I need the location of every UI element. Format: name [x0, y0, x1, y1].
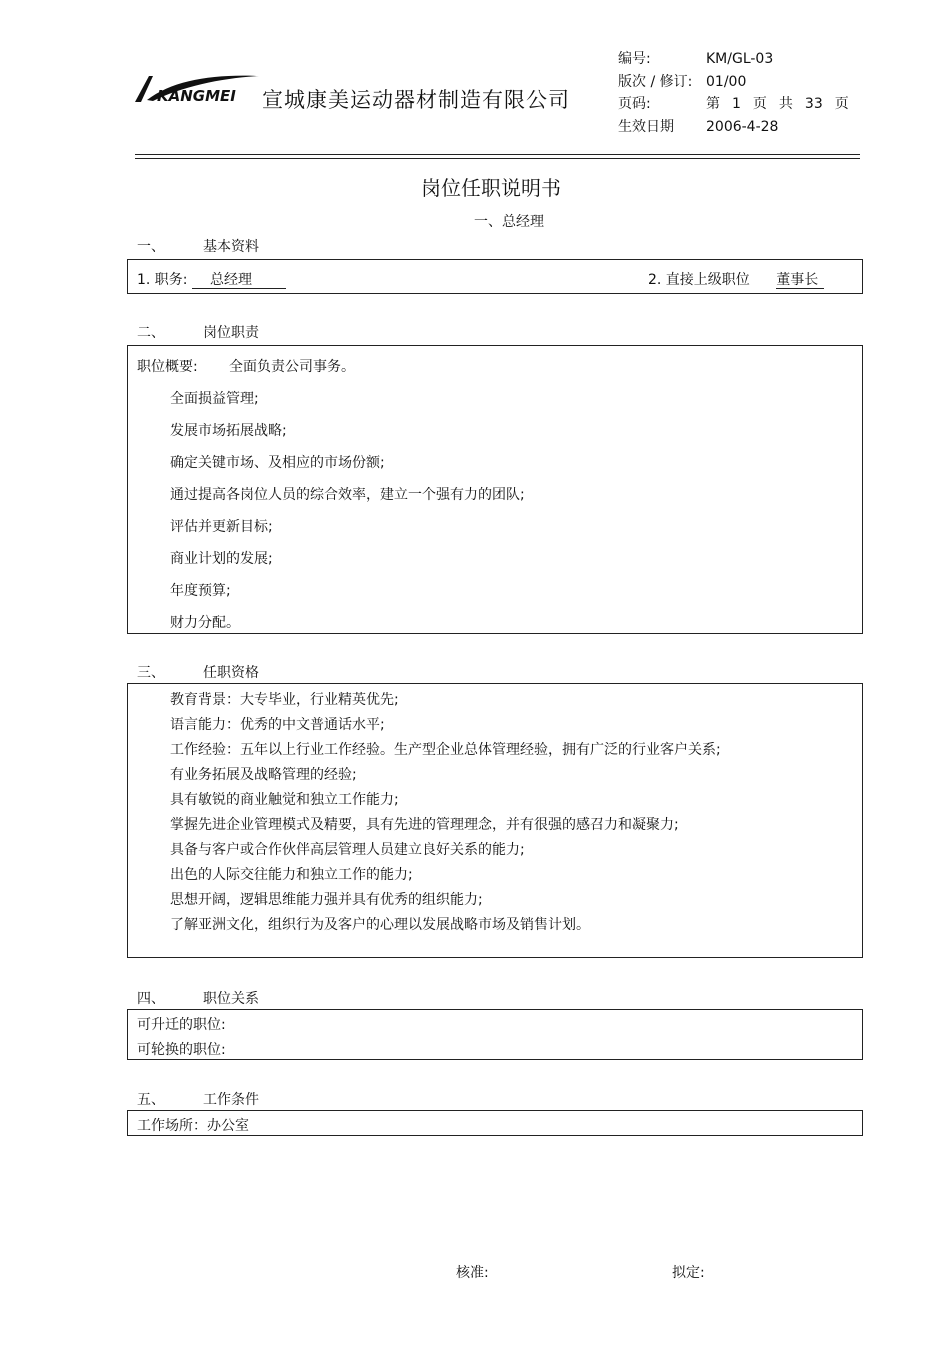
- duty-item: 财力分配。: [170, 615, 240, 631]
- position-label: 1. 职务:: [137, 272, 188, 288]
- duty-item: 确定关键市场、及相应的市场份额;: [170, 455, 385, 471]
- page-label: 页码:: [618, 96, 651, 112]
- header-rule: [135, 154, 860, 155]
- duty-item: 通过提高各岗位人员的综合效率，建立一个强有力的团队;: [170, 487, 525, 503]
- date-label: 生效日期: [618, 118, 674, 135]
- page-text: 第: [706, 96, 720, 112]
- qualification-item: 出色的人际交往能力和独立工作的能力;: [170, 867, 413, 883]
- page-text: 33: [804, 96, 823, 112]
- position-value: 总经理: [192, 273, 286, 289]
- superior-value: 董事长: [776, 273, 824, 289]
- qualification-item: 具备与客户或合作伙伴高层管理人员建立良好关系的能力;: [170, 842, 525, 858]
- meta-code-row: [618, 48, 861, 71]
- qualification-item: 具有敏锐的商业触觉和独立工作能力;: [170, 792, 399, 808]
- company-name: 宣城康美运动器材制造有限公司: [262, 88, 570, 112]
- section-number: 三、: [137, 665, 165, 681]
- section-number: 四、: [137, 991, 165, 1007]
- superior-field: [648, 269, 824, 289]
- section-heading-conditions: [137, 1089, 259, 1109]
- meta-version-row: [618, 71, 861, 94]
- duty-item: 年度预算;: [170, 583, 231, 599]
- section-heading-relations: [137, 988, 259, 1008]
- meta-date-row: [618, 116, 861, 139]
- superior-label: 2. 直接上级职位: [648, 272, 750, 288]
- draft-label: 拟定:: [672, 1265, 705, 1281]
- svg-text:KANGMEI: KANGMEI: [157, 87, 236, 105]
- relations-box: [127, 1009, 863, 1060]
- page-text: 页: [834, 96, 849, 112]
- position-field: [137, 269, 286, 289]
- header-rule: [135, 158, 860, 159]
- code-label: 编号:: [618, 51, 651, 67]
- section-title: 岗位职责: [203, 325, 259, 341]
- duty-item: 商业计划的发展;: [170, 551, 273, 567]
- section-number: 五、: [137, 1092, 165, 1108]
- qualification-item: 了解亚洲文化，组织行为及客户的心理以发展战略市场及销售计划。: [170, 917, 590, 933]
- qualification-item: 思想开阔，逻辑思维能力强并具有优秀的组织能力;: [170, 892, 483, 908]
- duty-summary: [137, 356, 355, 376]
- document-meta: [618, 48, 861, 138]
- code-value: KM/GL-03: [706, 51, 774, 67]
- qualification-item: 教育背景：大专毕业，行业精英优先;: [170, 692, 399, 708]
- meta-page-row: [618, 93, 861, 116]
- page-text: 页: [752, 96, 767, 112]
- page-title: 岗位任职说明书: [421, 176, 561, 200]
- section-title: 职位关系: [203, 991, 259, 1007]
- duty-item: 发展市场拓展战略;: [170, 423, 287, 439]
- section-number: 二、: [137, 325, 165, 341]
- company-logo: [133, 70, 261, 106]
- section-number: 一、: [137, 239, 165, 255]
- section-heading-qualifications: [137, 662, 259, 682]
- promotion-label: 可升迁的职位:: [137, 1017, 226, 1033]
- duty-item: 全面损益管理;: [170, 391, 259, 407]
- section-title: 基本资料: [203, 239, 259, 255]
- date-value: 2006-4-28: [706, 118, 779, 135]
- page-subtitle: 一、总经理: [474, 214, 544, 230]
- section-title: 任职资格: [203, 665, 259, 681]
- summary-label: 职位概要:: [137, 359, 198, 375]
- page-text: 共: [778, 96, 793, 112]
- page-number: [706, 93, 861, 116]
- section-title: 工作条件: [203, 1092, 259, 1108]
- section-heading-basic-info: [137, 236, 259, 256]
- qualification-item: 语言能力：优秀的中文普通话水平;: [170, 717, 385, 733]
- approve-label: 核准:: [456, 1265, 489, 1281]
- version-value: 01/00: [706, 73, 747, 90]
- workplace-label: 工作场所：办公室: [137, 1118, 249, 1134]
- page-text: 1: [732, 96, 741, 112]
- qualification-item: 掌握先进企业管理模式及精要，具有先进的管理理念，并有很强的感召力和凝聚力;: [170, 817, 679, 833]
- summary-value: 全面负责公司事务。: [229, 359, 355, 375]
- qualification-item: 有业务拓展及战略管理的经验;: [170, 767, 357, 783]
- version-label: 版次 / 修订:: [618, 73, 693, 90]
- qualification-item: 工作经验：五年以上行业工作经验。生产型企业总体管理经验，拥有广泛的行业客户关系;: [170, 742, 721, 758]
- rotation-label: 可轮换的职位:: [137, 1042, 226, 1058]
- duty-item: 评估并更新目标;: [170, 519, 273, 535]
- section-heading-duties: [137, 322, 259, 342]
